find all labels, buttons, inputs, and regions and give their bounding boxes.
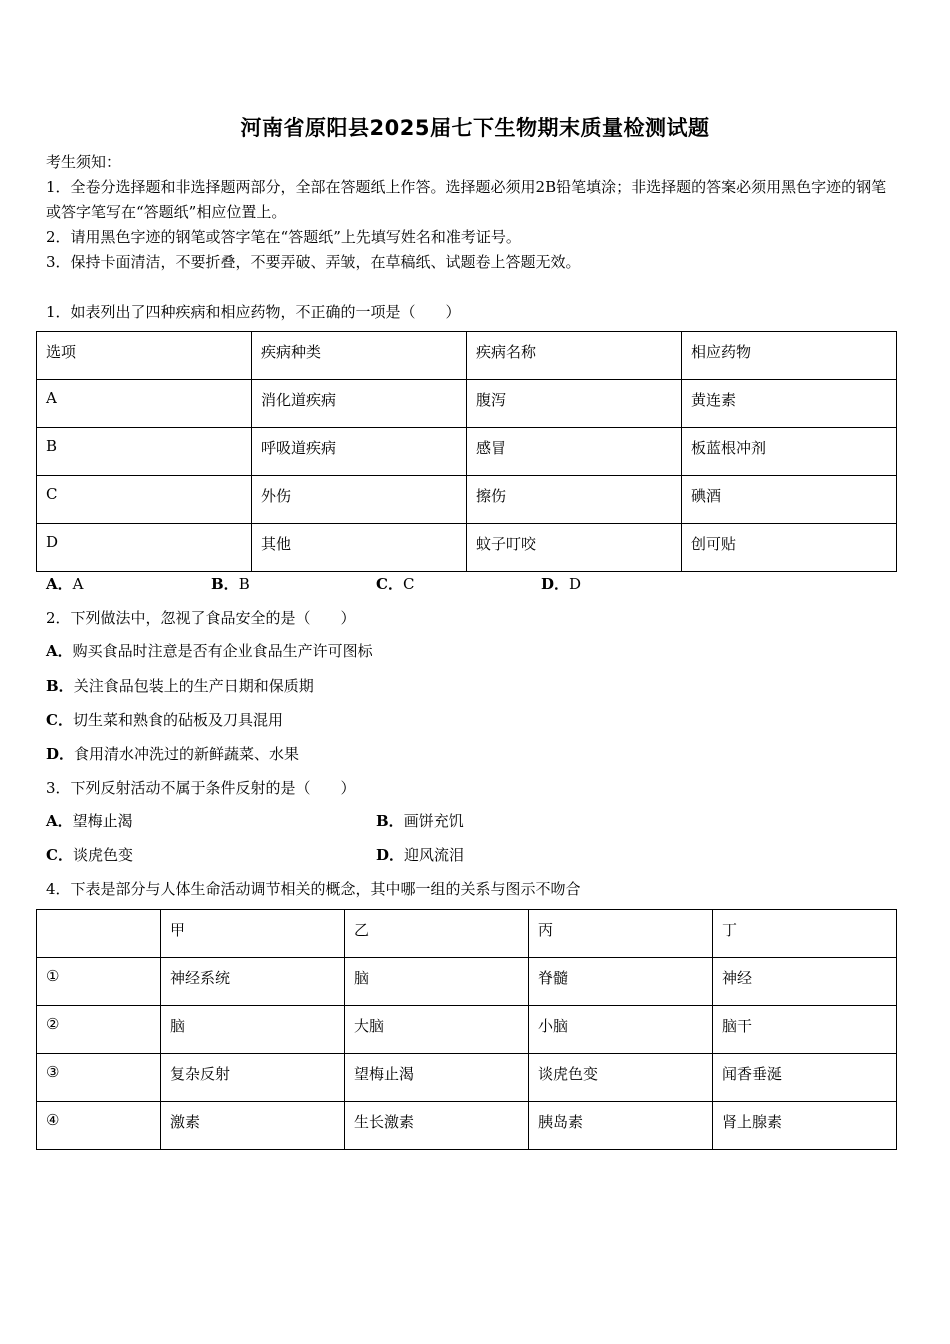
table-cell: 腹泻 <box>467 380 682 428</box>
q2-stem: 2．下列做法中，忽视了食品安全的是（ ） <box>46 609 356 627</box>
table-row <box>37 1102 897 1150</box>
q4-stem: 4．下表是部分与人体生命活动调节相关的概念，其中哪一组的关系与图示不吻合 <box>46 880 581 898</box>
option-key: C． <box>46 846 73 864</box>
option-key: C． <box>46 711 73 729</box>
table-header-cell: 甲 <box>161 910 345 958</box>
table-cell: 创可贴 <box>682 524 897 572</box>
q1-stem: 1．如表列出了四种疾病和相应药物，不正确的一项是（ ） <box>46 303 461 321</box>
table-cell: 谈虎色变 <box>529 1054 713 1102</box>
option-text: B <box>238 575 250 593</box>
table-cell: ④ <box>37 1102 161 1150</box>
table-cell: 闻香垂涎 <box>713 1054 897 1102</box>
option-key: A． <box>46 812 73 830</box>
table-row <box>37 958 897 1006</box>
option-key: B． <box>211 575 239 593</box>
table-cell: 复杂反射 <box>161 1054 345 1102</box>
option-text: 购买食品时注意是否有企业食品生产许可图标 <box>72 642 373 660</box>
q1-option-b[interactable] <box>211 574 250 594</box>
q2-option-d[interactable] <box>46 744 299 764</box>
table-cell: 胰岛素 <box>529 1102 713 1150</box>
option-key: D． <box>541 575 570 593</box>
option-text: 食用清水冲洗过的新鲜蔬菜、水果 <box>74 745 300 763</box>
table-row <box>37 428 897 476</box>
q1-option-d[interactable] <box>541 574 581 594</box>
option-text: C <box>402 575 415 593</box>
table-cell: ③ <box>37 1054 161 1102</box>
table-cell: 消化道疾病 <box>252 380 467 428</box>
option-text: 谈虎色变 <box>72 846 133 864</box>
table-cell: 肾上腺素 <box>713 1102 897 1150</box>
table-header-cell: 疾病名称 <box>467 332 682 380</box>
table-cell: 大脑 <box>345 1006 529 1054</box>
q4-table <box>36 909 897 1150</box>
option-text: 迎风流泪 <box>404 846 465 864</box>
table-cell: 蚊子叮咬 <box>467 524 682 572</box>
table-cell: 脊髓 <box>529 958 713 1006</box>
table-cell: 感冒 <box>467 428 682 476</box>
table-header-cell: 疾病种类 <box>252 332 467 380</box>
option-text: 关注食品包装上的生产日期和保质期 <box>73 677 314 695</box>
table-cell: 生长激素 <box>345 1102 529 1150</box>
option-text: 画饼充饥 <box>403 812 464 830</box>
table-header-cell <box>37 910 161 958</box>
table-cell: A <box>37 380 252 428</box>
notice-heading: 考生须知： <box>46 153 122 171</box>
option-key: D． <box>46 745 75 763</box>
table-header-cell: 选项 <box>37 332 252 380</box>
q3-stem: 3．下列反射活动不属于条件反射的是（ ） <box>46 779 356 797</box>
table-header-cell: 丁 <box>713 910 897 958</box>
option-text: 望梅止渴 <box>72 812 133 830</box>
table-cell: ② <box>37 1006 161 1054</box>
table-row <box>37 476 897 524</box>
table-header-row <box>37 332 897 380</box>
table-cell: 脑干 <box>713 1006 897 1054</box>
q1-option-a[interactable] <box>46 574 83 594</box>
q2-option-a[interactable] <box>46 641 373 661</box>
option-key: D． <box>376 846 405 864</box>
option-key: B． <box>46 677 74 695</box>
table-cell: 碘酒 <box>682 476 897 524</box>
page-title: 河南省原阳县2025届七下生物期末质量检测试题 <box>240 116 710 140</box>
q1-option-c[interactable] <box>376 574 414 594</box>
table-row <box>37 380 897 428</box>
q3-option-d[interactable] <box>376 845 464 865</box>
table-cell: 外伤 <box>252 476 467 524</box>
table-cell: 呼吸道疾病 <box>252 428 467 476</box>
table-cell: D <box>37 524 252 572</box>
q2-option-b[interactable] <box>46 676 314 696</box>
option-key: B． <box>376 812 404 830</box>
option-key: C． <box>376 575 403 593</box>
table-row <box>37 524 897 572</box>
table-cell: 擦伤 <box>467 476 682 524</box>
q3-option-b[interactable] <box>376 811 464 831</box>
table-header-cell: 丙 <box>529 910 713 958</box>
table-header-cell: 相应药物 <box>682 332 897 380</box>
table-cell: 脑 <box>161 1006 345 1054</box>
notice-item-2: 2．请用黑色字迹的钢笔或答字笔在“答题纸”上先填写姓名和准考证号。 <box>46 228 521 246</box>
table-row <box>37 1054 897 1102</box>
table-cell: 黄连素 <box>682 380 897 428</box>
table-row <box>37 1006 897 1054</box>
q3-option-c[interactable] <box>46 845 133 865</box>
option-text: 切生菜和熟食的砧板及刀具混用 <box>72 711 283 729</box>
table-header-row <box>37 910 897 958</box>
table-cell: 其他 <box>252 524 467 572</box>
option-key: A． <box>46 575 73 593</box>
table-cell: B <box>37 428 252 476</box>
notice-item-3: 3．保持卡面清洁，不要折叠，不要弄破、弄皱，在草稿纸、试题卷上答题无效。 <box>46 253 581 271</box>
table-cell: 小脑 <box>529 1006 713 1054</box>
table-cell: 激素 <box>161 1102 345 1150</box>
table-cell: C <box>37 476 252 524</box>
q2-option-c[interactable] <box>46 710 283 730</box>
table-cell: 板蓝根冲剂 <box>682 428 897 476</box>
q1-table <box>36 331 897 572</box>
q3-option-a[interactable] <box>46 811 133 831</box>
table-cell: 望梅止渴 <box>345 1054 529 1102</box>
table-cell: ① <box>37 958 161 1006</box>
option-text: D <box>569 575 582 593</box>
table-cell: 脑 <box>345 958 529 1006</box>
notice-item-1: 1．全卷分选择题和非选择题两部分，全部在答题纸上作答。选择题必须用2B铅笔填涂；非选择题的答案必须用黑色字迹的钢笔或答字笔写在“答题纸”相应位置上。 <box>46 178 887 221</box>
option-key: A． <box>46 642 73 660</box>
option-text: A <box>72 575 84 593</box>
table-cell: 神经系统 <box>161 958 345 1006</box>
table-cell: 神经 <box>713 958 897 1006</box>
table-header-cell: 乙 <box>345 910 529 958</box>
